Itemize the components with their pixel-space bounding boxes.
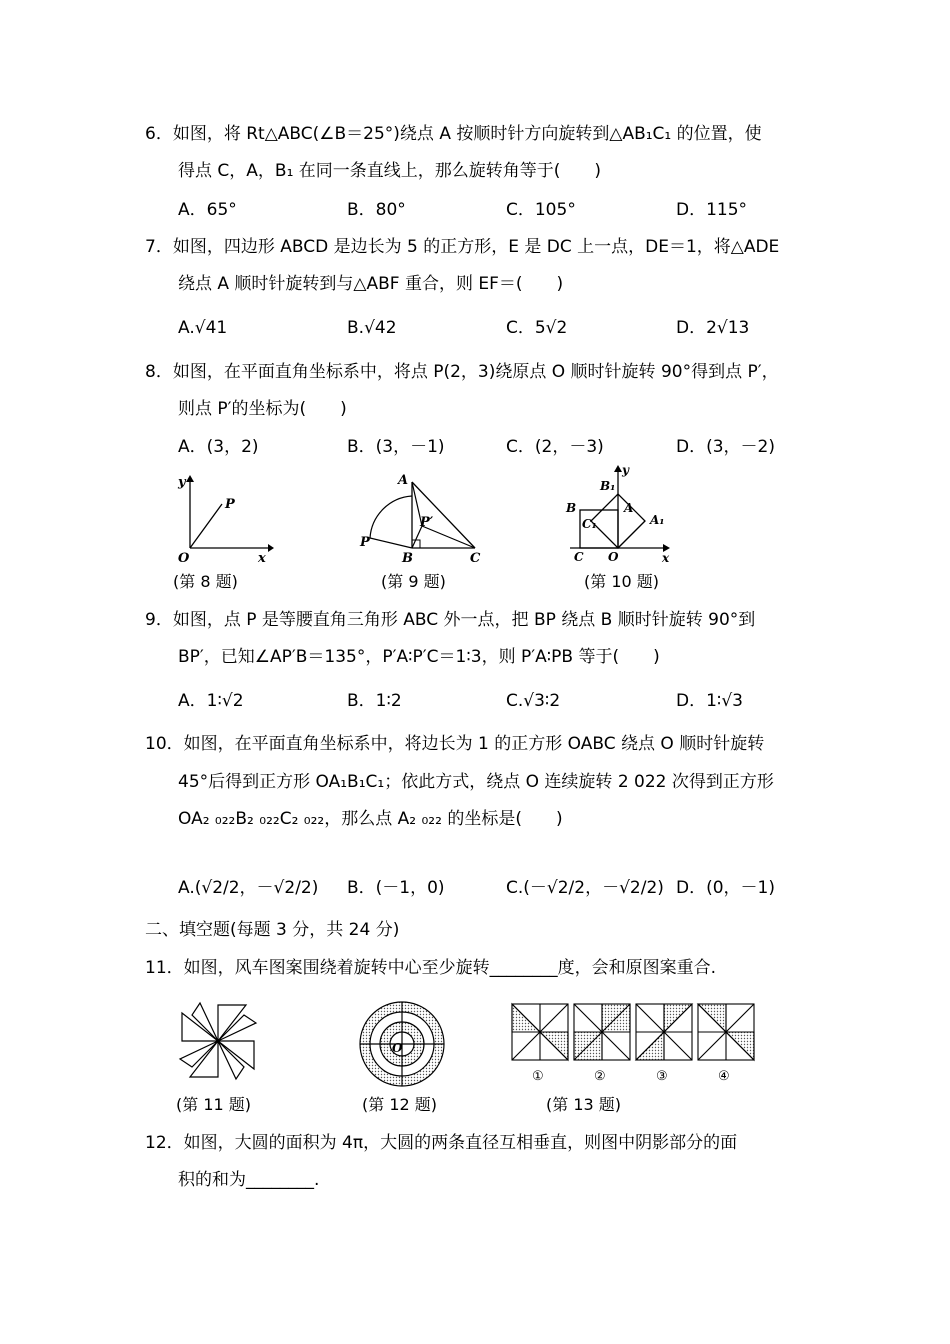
fig10-o-label: O <box>608 550 619 564</box>
q9-option-a: A．1∶√2 <box>178 691 244 711</box>
fig10-caption: (第 10 题) <box>584 572 660 591</box>
q10-option-a: A.(√2/2，－√2/2) <box>178 878 319 898</box>
fig12-caption: (第 12 题) <box>362 1095 438 1114</box>
q8-line2: 则点 P′的坐标为( ) <box>178 399 347 419</box>
fig8-o-label: O <box>178 551 190 565</box>
q9-option-b: B．1∶2 <box>347 691 402 711</box>
q6-line2: 得点 C，A，B₁ 在同一条直线上，那么旋转角等于( ) <box>178 161 602 181</box>
q10-option-b: B．(－1，0) <box>347 878 445 898</box>
q8-option-d: D．(3，－2) <box>676 437 775 457</box>
fig13-label-4: ④ <box>718 1069 730 1084</box>
figure-11 <box>172 995 264 1087</box>
fig10-a-label: A <box>624 501 634 515</box>
fig13-caption: (第 13 题) <box>546 1095 622 1114</box>
q9-line2: BP′，已知∠AP′B＝135°，P′A∶P′C＝1∶3，则 P′A∶PB 等于( ) <box>178 647 660 667</box>
fig9-b-label: B <box>402 551 413 565</box>
q8-option-c: C．(2，－3) <box>506 437 604 457</box>
fig8-y-label: y <box>178 475 186 490</box>
fig13-label-2: ② <box>594 1069 606 1084</box>
fig9-c-label: C <box>470 551 481 565</box>
q7-line1: 7．如图，四边形 ABCD 是边长为 5 的正方形，E 是 DC 上一点，DE＝1，将△ADE <box>145 237 780 257</box>
fig13-label-1: ① <box>532 1069 544 1084</box>
q6-option-d: D．115° <box>676 200 748 220</box>
fig10-c-label: C <box>574 550 584 564</box>
q7-option-c: C．5√2 <box>506 318 568 338</box>
fig8-caption: (第 8 题) <box>173 572 238 591</box>
fig10-y-label: y <box>622 463 629 477</box>
q11-text: 11．如图，风车图案围绕着旋转中心至少旋转________度，会和原图案重合. <box>145 958 717 978</box>
fig10-a1-label: A₁ <box>650 513 665 527</box>
fig10-b1-label: B₁ <box>600 479 616 493</box>
q6-line1: 6．如图，将 Rt△ABC(∠B＝25°)绕点 A 按顺时针方向旋转到△AB₁C₁ 的位置，使 <box>145 124 762 144</box>
fig9-caption: (第 9 题) <box>381 572 446 591</box>
q6-option-b: B．80° <box>347 200 406 220</box>
q10-line1: 10．如图，在平面直角坐标系中，将边长为 1 的正方形 OABC 绕点 O 顺时针旋转 <box>145 734 765 754</box>
fig12-o-label: O <box>392 1041 403 1055</box>
q8-line1: 8．如图，在平面直角坐标系中，将点 P(2，3)绕原点 O 顺时针旋转 90°得到点 P′， <box>145 362 779 382</box>
fig13-label-3: ③ <box>656 1069 668 1084</box>
fig9-pprime-label: P′ <box>420 515 434 530</box>
section-2-heading: 二、填空题(每题 3 分，共 24 分) <box>145 920 400 940</box>
q8-option-a: A．(3，2) <box>178 437 259 457</box>
q6-option-a: A．65° <box>178 200 237 220</box>
q8-option-b: B．(3，－1) <box>347 437 445 457</box>
fig11-caption: (第 11 题) <box>176 1095 252 1114</box>
q10-line3: OA₂ ₀₂₂B₂ ₀₂₂C₂ ₀₂₂，那么点 A₂ ₀₂₂ 的坐标是( ) <box>178 809 563 829</box>
q10-option-d: D．(0，－1) <box>676 878 775 898</box>
q6-option-c: C．105° <box>506 200 576 220</box>
figure-12 <box>356 998 448 1090</box>
fig9-a-label: A <box>398 473 409 488</box>
figure-13 <box>508 1000 764 1086</box>
q10-option-c: C.(－√2/2，－√2/2) <box>506 878 664 898</box>
fig10-b-label: B <box>566 501 577 515</box>
q7-line2: 绕点 A 顺时针旋转到与△ABF 重合，则 EF＝( ) <box>178 274 564 294</box>
q7-option-a: A.√41 <box>178 318 228 338</box>
q9-option-c: C.√3∶2 <box>506 691 561 711</box>
q12-line1: 12．如图，大圆的面积为 4π，大圆的两条直径互相垂直，则图中阴影部分的面 <box>145 1133 738 1153</box>
fig9-p-label: P <box>360 535 370 550</box>
q7-option-b: B.√42 <box>347 318 397 338</box>
figure-10 <box>560 462 680 567</box>
q9-option-d: D．1∶√3 <box>676 691 743 711</box>
figure-9 <box>350 470 500 565</box>
fig10-x-label: x <box>662 551 670 565</box>
q12-line2: 积的和为________. <box>178 1170 320 1190</box>
q9-line1: 9．如图，点 P 是等腰直角三角形 ABC 外一点，把 BP 绕点 B 顺时针旋转 90°到 <box>145 610 756 630</box>
fig8-p-label: P <box>225 497 235 512</box>
figure-8 <box>170 470 280 565</box>
fig10-c1-label: C₁ <box>582 517 597 531</box>
q7-option-d: D．2√13 <box>676 318 750 338</box>
q10-line2: 45°后得到正方形 OA₁B₁C₁；依此方式，绕点 O 连续旋转 2 022 次得到正方形 <box>178 772 774 792</box>
fig8-x-label: x <box>258 551 266 565</box>
